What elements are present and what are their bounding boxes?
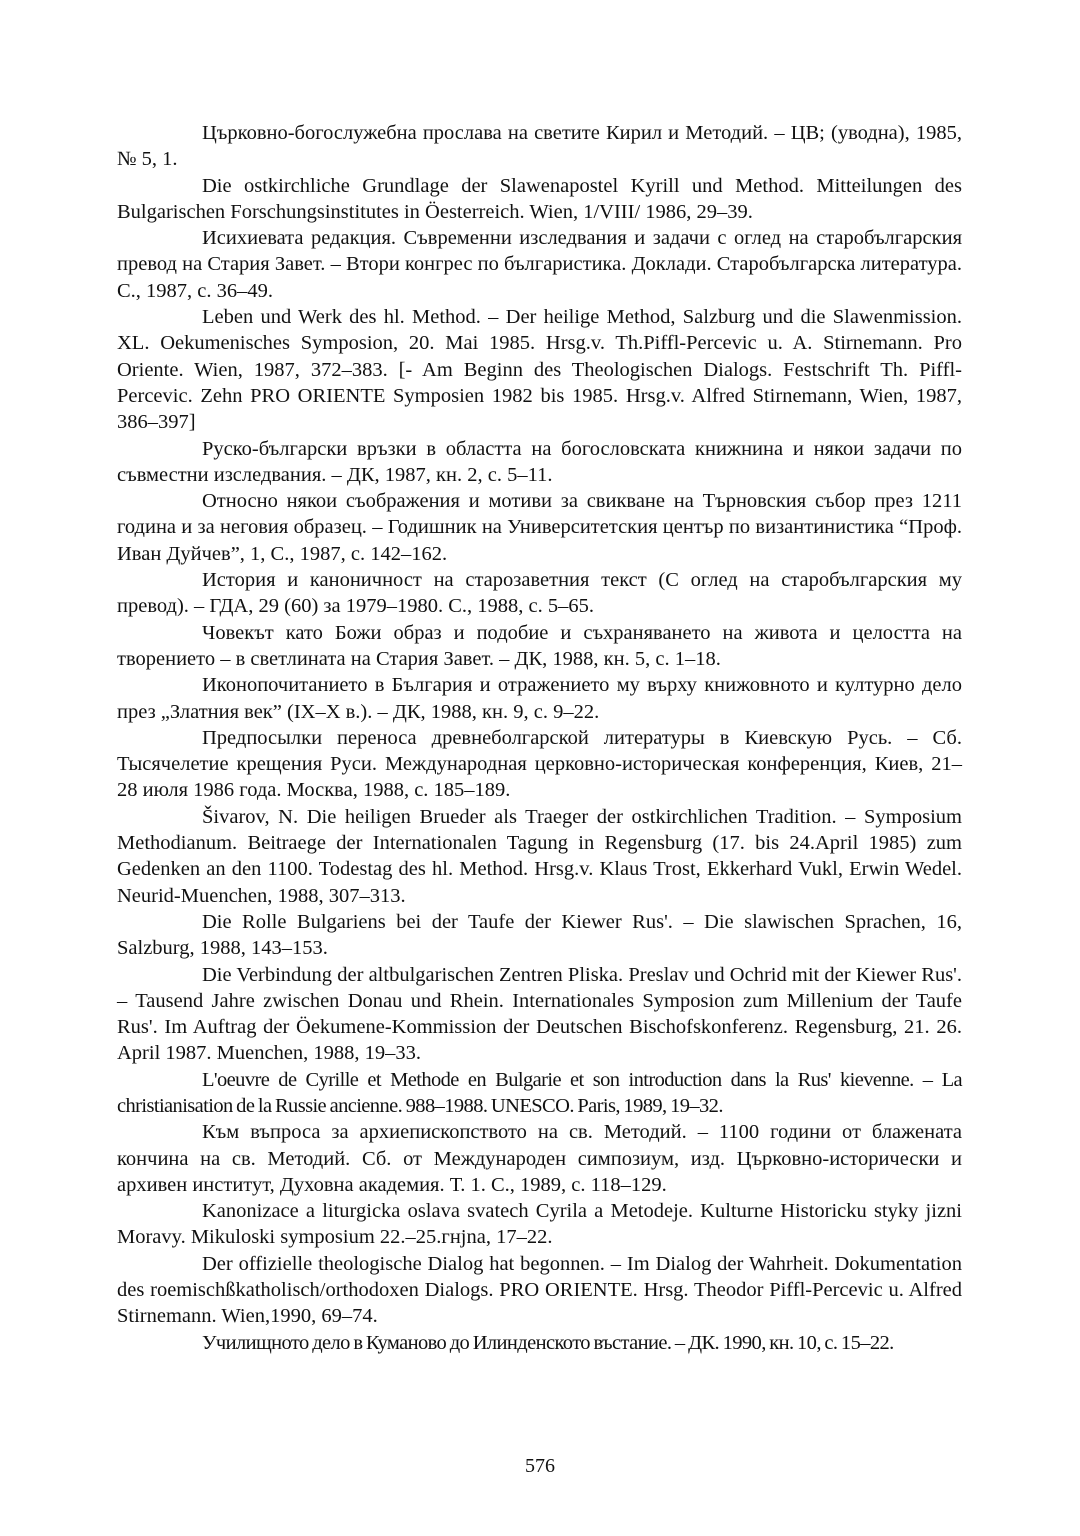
bibliography-entry-9: Иконопочитанието в България и отражението му върху книжовното и културно дело през „Златния век” (IX–X в.). – ДК, 1988, кн. 9, с. 9–22.	[117, 674, 962, 723]
bibliography-entry-7: История и каноничност на старозаветния текст (С оглед на старобългарския му превод). – ГДА, 29 (60) за 1979–1980. С., 1988, с. 5–65.	[117, 569, 962, 618]
bibliography-entry-11: Šivarov, N. Die heiligen Brueder als Traeger der ostkirchlichen Tradition. – Symposium Methodianum. Beitraege der Internationalen Tagung in Regensburg (17. bis 24.April 1985) zum Gedenken an den 1100. Todestag des hl. Method. Hrsg.v. Klaus Trost, Ekkerhard Vukl, Erwin Wedel. Neurid-Muenchen, 1988, 307–313.	[117, 805, 962, 907]
bibliography-entry-12: Die Rolle Bulgariens bei der Taufe der Kiewer Rus'. – Die slawischen Sprachen, 16, Salzburg, 1988, 143–153.	[117, 910, 962, 960]
bibliography-entry-15: Към въпроса за архиепископството на св. Методий. – 1100 години от блажената кончина на св. Методий. Сб. от Международен симпозиум, изд. Църковно-исторически и архивен институт, Духовна академия. Т. 1. С., 1989, с. 118–129.	[117, 1121, 962, 1196]
bibliography-entry-10: Предпосылки переноса древнеболгарской литературы в Киевскую Русь. – Сб. Тысячелетие крещения Руси. Международная церковно-историческая конференция, Киев, 21–28 июля 1986 года. Москва, 1988, с. 185–189.	[117, 726, 962, 802]
bibliography-entry-14: L'oeuvre de Cyrille et Methode en Bulgarie et son introduction dans la Rus' kievenne. – La christianisation de la Russie ancienne. 988–1988. UNESCO. Paris, 1989, 19–32.	[117, 1068, 962, 1117]
bibliography-entry-13: Die Verbindung der altbulgarischen Zentren Pliska. Preslav und Ochrid mit der Kiewer Rus'. – Tausend Jahre zwischen Donau und Rhein. Internationales Symposion zum Millenium der Taufe Rus'. Im Auftrag der Öekumene-Kommission der Deutschen Bischofskonferenz. Regensburg, 21. 26. April 1987. Muenchen, 1988, 19–33.	[117, 963, 962, 1065]
bibliography-entry-8: Човекът като Божи образ и подобие и съхраняването на живота и целостта на творението – в светлината на Стария Завет. – ДК, 1988, кн. 5, с. 1–18.	[117, 621, 962, 670]
bibliography-entry-1: Църковно-богослужебна прослава на светите Кирил и Методий. – ЦВ; (уводна), 1985, № 5, 1.	[117, 122, 962, 171]
bibliography-entry-5: Руско-български връзки в областта на богословската книжнина и някои задачи по съвместни изследвания. – ДК, 1987, кн. 2, с. 5–11.	[117, 437, 962, 486]
bibliography-entry-17: Der offizielle theologische Dialog hat begonnen. – Im Dialog der Wahrheit. Dokumentation des roemischßkatholisch/orthodoxen Dialogs. PRO ORIENTE. Hrsg. Theodor Piffl-Percevic u. Alfred Stirnemann. Wien,1990, 69–74.	[117, 1252, 962, 1328]
bibliography-entry-18: Училищното дело в Куманово до Илинденското въстание. – ДК. 1990, кн. 10, с. 15–22.	[202, 1331, 894, 1354]
bibliography-entry-6: Относно някои съображения и мотиви за свикване на Търновския събор през 1211 година и за неговия образец. – Годишник на Университетския център по византинистика “Проф. Иван Дуйчев”, 1, С., 1987, с. 142–162.	[117, 490, 962, 565]
bibliography-entry-3: Исихиевата редакция. Съвременни изследвания и задачи с оглед на старобългарския превод на Стария Завет. – Втори конгрес по българистика. Доклади. Старобългарска литература. С., 1987, с. 36–49.	[117, 227, 962, 302]
bibliography-entry-2: Die ostkirchliche Grundlage der Slawenapostel Kyrill und Method. Mitteilungen des Bulgarischen Forschungsinstitutes in Öesterreich. Wien, 1/VIII/ 1986, 29–39.	[117, 174, 962, 223]
bibliography-entry-16: Kanonizace a liturgicka oslava svatech Cyrila a Metodeje. Kulturne Historicku styky jizni Moravy. Mikuloski symposium 22.–25.гнјna, 17–22.	[117, 1200, 962, 1249]
bibliography-list	[117, 120, 962, 1356]
page-number: 576	[525, 1455, 555, 1477]
bibliography-entry-4: Leben und Werk des hl. Method. – Der heilige Method, Salzburg und die Slawenmission. XL. Oekumenisches Symposion, 20. Mai 1985. Hrsg.v. Th.Piffl-Percevic u. A. Stirnemann. Pro Oriente. Wien, 1987, 372–383. [- Am Beginn des Theologischen Dialogs. Festschrift Th. Piffl-Percevic. Zehn PRO ORIENTE Symposien 1982 bis 1985. Hrsg.v. Alfred Stirnemann, Wien, 1987, 386–397]	[117, 306, 962, 434]
